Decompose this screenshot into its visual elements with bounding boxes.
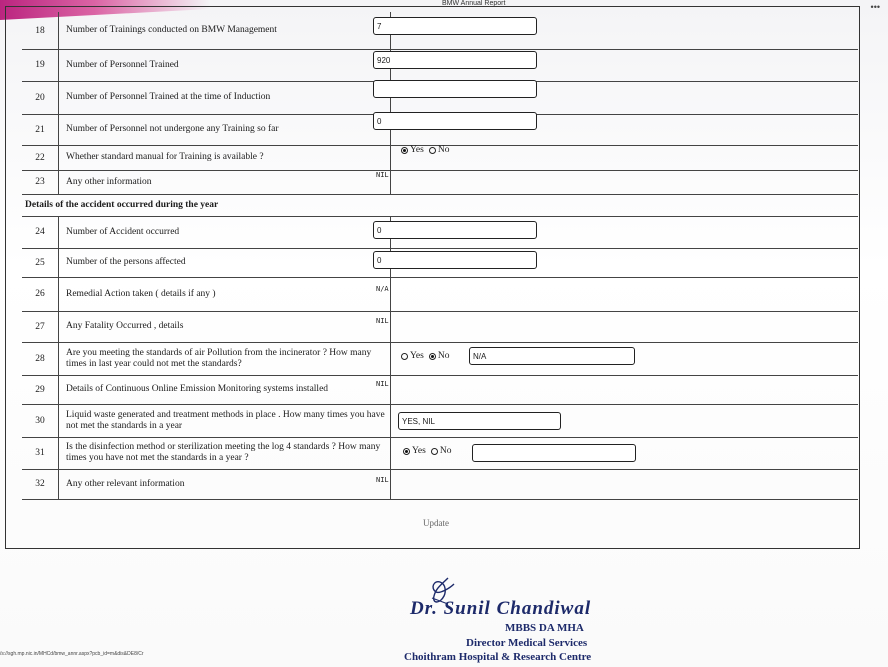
row-number: 29 xyxy=(22,375,59,404)
row-number: 27 xyxy=(22,311,59,342)
radio-no[interactable] xyxy=(429,147,436,154)
liquid-waste-input[interactable]: YES, NIL xyxy=(398,412,561,430)
radio-no[interactable] xyxy=(431,448,438,455)
row-label: Are you meeting the standards of air Pollution from the incinerator ? How many times in last year could not met the standards? xyxy=(66,347,372,369)
row-number: 19 xyxy=(22,49,59,81)
hospital-name: Choithram Hospital & Research Centre xyxy=(404,651,592,663)
fatality-textarea[interactable]: NIL xyxy=(376,317,389,325)
row-label: Number of Trainings conducted on BMW Management xyxy=(66,25,277,36)
row-number: 32 xyxy=(22,469,59,499)
row-number: 30 xyxy=(22,404,59,437)
table-row xyxy=(22,375,858,405)
disinfection-times-input[interactable] xyxy=(472,444,636,462)
radio-no-label: No xyxy=(437,351,450,361)
row-label: Number of Personnel Trained at the time of Induction xyxy=(66,92,271,103)
table-row xyxy=(22,469,858,500)
persons-affected-input[interactable]: 0 xyxy=(373,251,537,269)
footer-url: /s://sgh.mp.nic.in/MHCd/bmw_annr.aspx?pcb_id=m&dis&DE8/Cr xyxy=(0,651,144,657)
signatory-name: Dr. Sunil Chandiwal xyxy=(410,598,592,619)
row-number: 26 xyxy=(22,277,59,311)
air-pollution-times-input[interactable]: N/A xyxy=(469,347,635,365)
induction-trained-input[interactable] xyxy=(373,80,537,98)
section-title: Details of the accident occurred during the year xyxy=(25,199,219,210)
row-label: Any other information xyxy=(66,176,152,187)
emission-monitoring-textarea[interactable]: NIL xyxy=(376,380,389,388)
row-number: 22 xyxy=(22,145,59,170)
row-number: 21 xyxy=(22,114,59,145)
disinfection-radio-group xyxy=(400,446,451,456)
personnel-trained-input[interactable]: 920 xyxy=(373,51,537,69)
radio-yes[interactable] xyxy=(403,448,410,455)
row-number: 24 xyxy=(22,216,59,248)
section-header xyxy=(22,194,858,217)
radio-yes-label: Yes xyxy=(412,446,426,456)
radio-yes-label: Yes xyxy=(410,145,424,155)
signatory-designation: Director Medical Services xyxy=(466,637,588,649)
row-number: 18 xyxy=(22,12,59,49)
row-number: 20 xyxy=(22,81,59,114)
accidents-count-input[interactable]: 0 xyxy=(373,221,537,239)
radio-no-label: No xyxy=(437,145,450,155)
row-number: 28 xyxy=(22,342,59,375)
row-label: Is the disinfection method or sterilization meeting the log 4 standards ? How many times you have not met the standards in a year ? xyxy=(66,442,381,463)
remedial-action-textarea[interactable]: N/A xyxy=(376,285,389,293)
table-row xyxy=(22,311,858,343)
row-label: Remedial Action taken ( details if any ) xyxy=(66,288,216,299)
signatory-degree: MBBS DA MHA xyxy=(505,622,584,634)
manual-available-radio-group xyxy=(398,145,449,155)
radio-no[interactable] xyxy=(429,353,436,360)
not-trained-input[interactable]: 0 xyxy=(373,112,537,130)
row-label: Any Fatality Occurred , details xyxy=(66,321,184,332)
row-label: Number of the persons affected xyxy=(66,257,186,268)
radio-yes[interactable] xyxy=(401,147,408,154)
row-label: Any other relevant information xyxy=(66,478,185,489)
row-number: 23 xyxy=(22,170,59,194)
radio-yes[interactable] xyxy=(401,353,408,360)
row-label: Whether standard manual for Training is available ? xyxy=(66,152,264,163)
row-label: Number of Accident occurred xyxy=(66,226,180,237)
other-information-textarea[interactable]: NIL xyxy=(376,171,389,179)
row-number: 25 xyxy=(22,248,59,277)
row-label: Liquid waste generated and treatment methods in place . How many times you have not met the standards in a year xyxy=(66,409,385,431)
radio-no-label: No xyxy=(439,446,452,456)
update-button[interactable]: Update xyxy=(423,518,449,528)
row-label: Number of Personnel not undergone any Training so far xyxy=(66,124,279,135)
page-header-title: BMW Annual Report xyxy=(442,0,506,7)
row-number: 31 xyxy=(22,437,59,469)
header-dots: ••• xyxy=(870,2,880,12)
trainings-count-input[interactable]: 7 xyxy=(373,17,537,35)
relevant-information-textarea[interactable]: NIL xyxy=(376,476,389,484)
row-label: Details of Continuous Online Emission Monitoring systems installed xyxy=(66,384,329,395)
radio-yes-label: Yes xyxy=(410,351,424,361)
air-pollution-radio-group xyxy=(398,351,449,361)
row-label: Number of Personnel Trained xyxy=(66,59,179,70)
table-row xyxy=(22,170,858,195)
table-row xyxy=(22,277,858,312)
